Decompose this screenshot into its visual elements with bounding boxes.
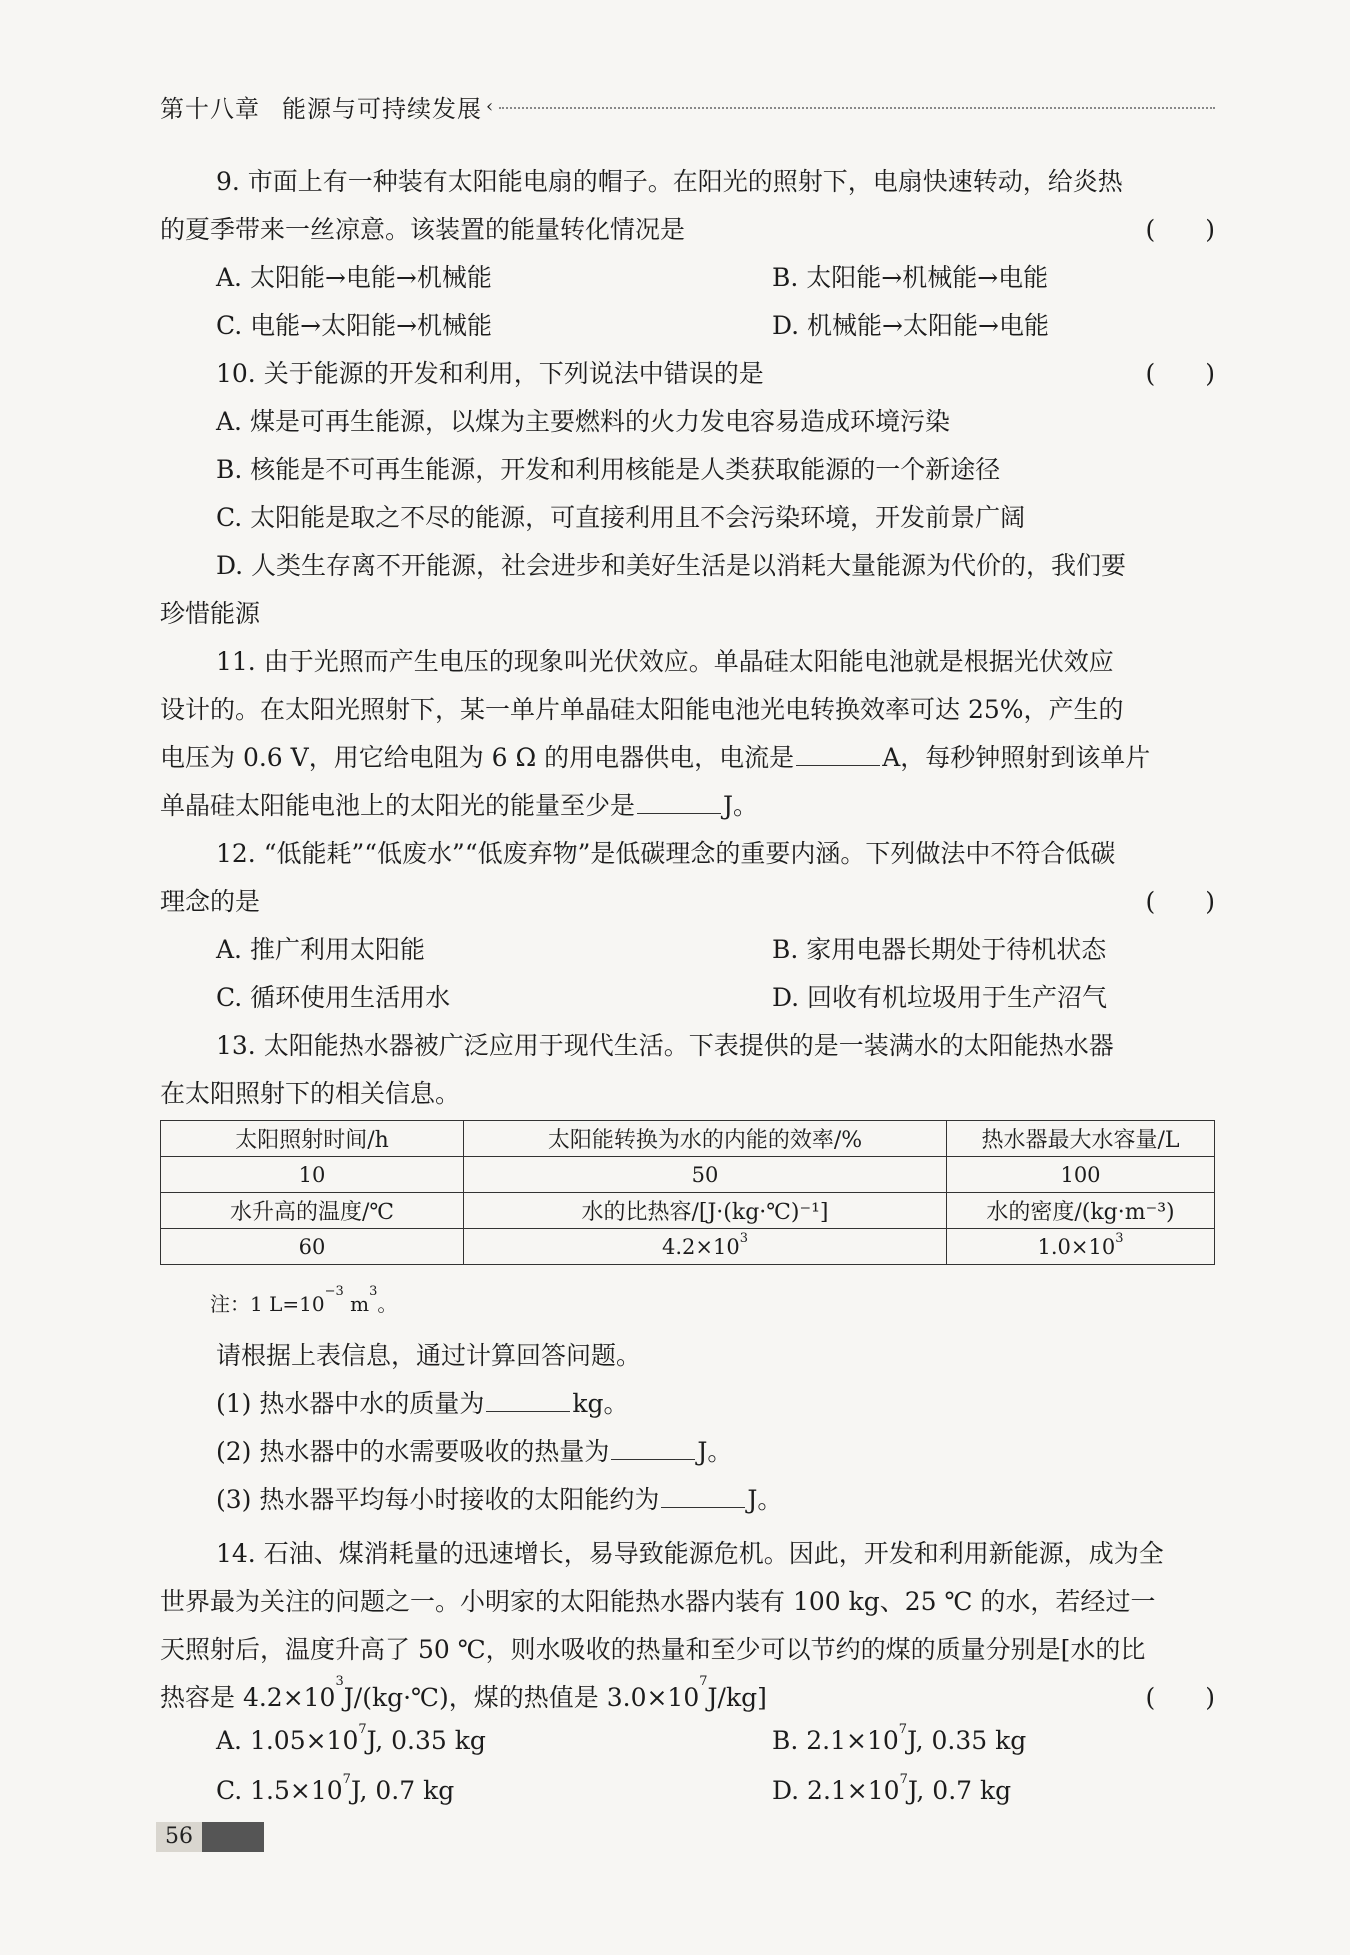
q9-stem-line2: 的夏季带来一丝凉意。该装置的能量转化情况是 ( )	[160, 210, 1215, 246]
q12-option-d: D. 回收有机垃圾用于生产沼气	[772, 983, 1108, 1012]
q14-answer-paren: ( )	[1145, 1683, 1215, 1712]
q9-option-d: D. 机械能→太阳能→电能	[772, 311, 1049, 340]
header-dotted-rule	[499, 107, 1215, 109]
q10-option-d-line2: 珍惜能源	[160, 599, 261, 628]
q13-blank-solar[interactable]	[661, 1483, 745, 1508]
chapter-title: 能源与可持续发展	[282, 94, 482, 123]
table-cell: 100	[947, 1157, 1215, 1193]
table-cell: 热水器最大水容量/L	[947, 1121, 1215, 1157]
q12-option-b: B. 家用电器长期处于待机状态	[772, 935, 1107, 964]
q13-sub1: (1) 热水器中水的质量为 kg。	[216, 1389, 629, 1418]
q12-option-c: C. 循环使用生活用水	[216, 983, 451, 1012]
q9-answer-paren: ( )	[1145, 215, 1215, 244]
table-row	[161, 1193, 1215, 1229]
q12-answer-paren: ( )	[1145, 887, 1215, 916]
left-arrow-icon: ‹	[486, 95, 494, 117]
q11-line2: 设计的。在太阳光照射下，某一单片单晶硅太阳能电池光电转换效率可达 25%，产生的	[160, 695, 1124, 724]
table-row	[161, 1121, 1215, 1157]
q13-blank-heat[interactable]	[611, 1435, 695, 1460]
q9-option-c: C. 电能→太阳能→机械能	[216, 311, 493, 340]
q13-sub3: (3) 热水器平均每小时接收的太阳能约为 J。	[216, 1485, 783, 1514]
q13-ask: 请根据上表信息，通过计算回答问题。	[216, 1341, 642, 1370]
q9-option-b: B. 太阳能→机械能→电能	[772, 263, 1049, 292]
table-row	[161, 1157, 1215, 1193]
table-cell: $1.0\times 10^3$	[947, 1229, 1215, 1265]
q11-line4: 单晶硅太阳能电池上的太阳光的能量至少是 J。	[160, 791, 759, 820]
q10-option-a: A. 煤是可再生能源，以煤为主要燃料的火力发电容易造成环境污染	[216, 407, 950, 436]
q14-option-d: D. $2.1\times 10^7J$, 0.7 kg	[772, 1772, 1012, 1805]
q13-blank-mass[interactable]	[486, 1387, 570, 1412]
table-note: 注：1 $L=10^{-3}$ $m^3$。	[210, 1284, 398, 1316]
table-cell: 太阳照射时间/h	[161, 1121, 464, 1157]
q13-line2: 在太阳照射下的相关信息。	[160, 1079, 461, 1108]
page-number: 56	[156, 1822, 202, 1852]
page-number-tab	[156, 1822, 264, 1852]
q10-option-c: C. 太阳能是取之不尽的能源，可直接利用且不会污染环境，开发前景广阔	[216, 503, 1026, 532]
q12-option-a: A. 推广利用太阳能	[216, 935, 425, 964]
q12-line1: 12. “低能耗”“低废水”“低废弃物”是低碳理念的重要内涵。下列做法中不符合低碳	[216, 839, 1116, 868]
table-cell: 水的比热容/[J·(kg·℃)⁻¹]	[464, 1193, 947, 1229]
table-cell: 太阳能转换为水的内能的效率/%	[464, 1121, 947, 1157]
q14-option-b: B. $2.1\times 10^7J$, 0.35 kg	[772, 1722, 1027, 1755]
table-cell: $4.2\times 10^3$	[464, 1229, 947, 1265]
q14-line3: 天照射后，温度升高了 50 ℃，则水吸收的热量和至少可以节约的煤的质量分别是[水的比	[160, 1635, 1146, 1664]
table-cell: 10	[161, 1157, 464, 1193]
table-row	[161, 1229, 1215, 1265]
q13-sub2: (2) 热水器中的水需要吸收的热量为 J。	[216, 1437, 733, 1466]
q12-line2: 理念的是 ( )	[160, 882, 1215, 918]
q9-stem-line1: 9. 市面上有一种装有太阳能电扇的帽子。在阳光的照射下，电扇快速转动，给炎热	[216, 167, 1123, 196]
q13-line1: 13. 太阳能热水器被广泛应用于现代生活。下表提供的是一装满水的太阳能热水器	[216, 1031, 1114, 1060]
q14-line2: 世界最为关注的问题之一。小明家的太阳能热水器内装有 100 kg、25 ℃ 的水，若经过一	[160, 1587, 1156, 1616]
q11-line1: 11. 由于光照而产生电压的现象叫光伏效应。单晶硅太阳能电池就是根据光伏效应	[216, 647, 1114, 676]
chapter-number: 第十八章	[160, 94, 260, 123]
table-cell: 水的密度/(kg·m⁻³)	[947, 1193, 1215, 1229]
q14-line1: 14. 石油、煤消耗量的迅速增长，易导致能源危机。因此，开发和利用新能源，成为全	[216, 1539, 1164, 1568]
table-cell: 50	[464, 1157, 947, 1193]
q10-option-d-line1: D. 人类生存离不开能源，社会进步和美好生活是以消耗大量能源为代价的，我们要	[216, 551, 1127, 580]
q11-line3: 电压为 0.6 V，用它给电阻为 6 Ω 的用电器供电，电流是 A，每秒钟照射到该单片	[160, 743, 1151, 772]
q10-answer-paren: ( )	[1145, 359, 1215, 388]
chapter-header	[160, 86, 1215, 126]
table-cell: 水升高的温度/℃	[161, 1193, 464, 1229]
q10-stem: 10. 关于能源的开发和利用，下列说法中错误的是 ( )	[216, 354, 1215, 390]
q14-option-c: C. $1.5\times 10^7J$, 0.7 kg	[216, 1772, 455, 1805]
q11-blank-current[interactable]	[796, 741, 880, 766]
q14-line4: 热容是 $4.2\times 10^3J/(kg\cdot℃)$，煤的热值是 $3.0\times 10^7J/kg$] ( )	[160, 1674, 1215, 1712]
q9-option-a: A. 太阳能→电能→机械能	[216, 263, 492, 292]
solar-heater-info-table	[160, 1120, 1215, 1265]
q11-blank-energy[interactable]	[637, 789, 721, 814]
table-cell: 60	[161, 1229, 464, 1265]
q14-option-a: A. $1.05\times 10^7J$, 0.35 kg	[216, 1722, 486, 1755]
q10-option-b: B. 核能是不可再生能源，开发和利用核能是人类获取能源的一个新途径	[216, 455, 1001, 484]
